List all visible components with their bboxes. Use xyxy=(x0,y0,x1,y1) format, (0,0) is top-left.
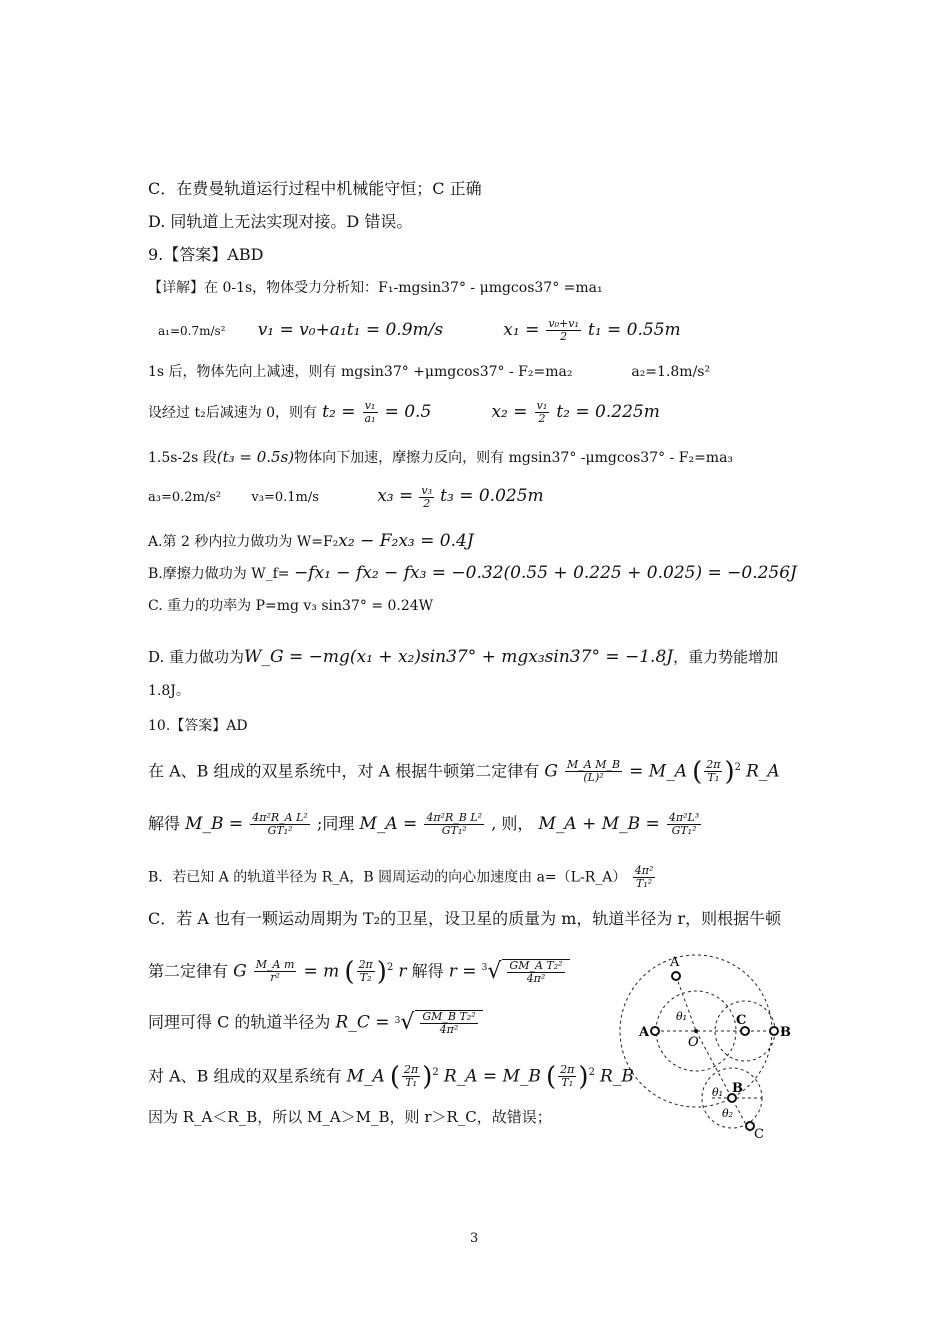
fraction xyxy=(633,865,656,890)
fraction xyxy=(402,1064,420,1089)
numerator: 2π xyxy=(560,1063,575,1077)
text-fragment: a₁=0.7m/s² xyxy=(158,324,226,338)
math-fragment: = 0.5 xyxy=(384,402,432,422)
text-fragment: 设经过 t₂后减速为 0，则有 xyxy=(148,405,318,421)
numerator: 2π xyxy=(706,758,721,772)
label-theta1: θ₁ xyxy=(676,1010,688,1023)
math-fragment: t₂ = xyxy=(322,402,356,422)
numerator: 4π² xyxy=(634,864,654,877)
math-fragment: v₁ = v₀+a₁t₁ = 0.9m/s xyxy=(257,320,444,340)
label-b-low: B xyxy=(732,1081,743,1096)
fraction xyxy=(558,1064,576,1089)
fraction xyxy=(565,759,622,784)
numerator: 2π xyxy=(358,958,373,972)
point-c-low xyxy=(746,1122,754,1130)
text-line: D. 同轨道上无法实现对接。D 错误。 xyxy=(148,212,413,231)
math-fragment: R_A = M_B xyxy=(443,1066,541,1087)
label-a-top: A xyxy=(670,955,680,970)
equation-line xyxy=(148,485,544,510)
denominator: 2 xyxy=(560,330,568,343)
equation-line xyxy=(148,812,703,837)
text-fragment: a₂=1.8m/s² xyxy=(631,364,711,380)
fraction xyxy=(357,959,375,984)
math-fragment: x₁ = xyxy=(503,320,540,340)
numerator: GM_A T₂² xyxy=(509,958,563,972)
text-fragment: ;同理 xyxy=(316,814,355,833)
text-line: C. 重力的功率为 P=mg v₃ sin37° = 0.24W xyxy=(148,598,434,614)
numerator: 4π²L³ xyxy=(668,811,700,824)
denominator: GT₁² xyxy=(671,824,697,837)
denominator: (L)² xyxy=(583,771,604,785)
text-line xyxy=(148,562,797,585)
equation-line xyxy=(158,318,681,343)
math-fragment: r = xyxy=(448,961,477,982)
text-fragment: A.第 2 秒内拉力做功为 W=F₂ xyxy=(148,534,339,550)
denominator: T₁ xyxy=(561,1076,574,1090)
numerator: M_A m xyxy=(255,958,295,972)
text-fragment: , 则， xyxy=(491,814,534,833)
text-line xyxy=(148,530,474,553)
math-fragment: t₁ = 0.55m xyxy=(587,320,681,340)
math-fragment: x₂ = xyxy=(491,402,528,422)
label-c-low: C xyxy=(754,1127,764,1140)
text-fragment: 1s 后，物体先向上减速，则有 mgsin37° +μmgcos37° - F₂=ma₂ xyxy=(148,364,573,380)
math-fragment: R_A xyxy=(746,761,780,782)
math-fragment: = m xyxy=(303,961,340,982)
label-theta2: θ₂ xyxy=(722,1107,734,1120)
denominator: 2 xyxy=(423,497,431,510)
fraction xyxy=(546,318,580,343)
denominator: GT₁² xyxy=(441,824,467,837)
math-fragment: M_A = xyxy=(359,814,418,834)
numerator: GM_B T₂² xyxy=(422,1010,476,1023)
point-c xyxy=(741,1027,749,1035)
math-fragment: G xyxy=(233,961,247,982)
denominator: 4π² xyxy=(526,971,546,985)
text-fragment: ，重力势能增加 xyxy=(673,648,779,666)
denominator: T₁ xyxy=(707,771,720,785)
point-a-top xyxy=(672,972,680,980)
text-fragment: 物体向下加速，摩擦力反向，则有 mgsin37° -μmgcos37° - F₂=ma₃ xyxy=(294,450,734,466)
label-theta-low: θ₁ xyxy=(712,1086,724,1099)
text-fragment: v₃=0.1m/s xyxy=(251,490,319,505)
math-fragment: x₂ − F₂x₃ = 0.4J xyxy=(338,531,474,551)
numerator: v₃ xyxy=(421,484,433,497)
numerator: v₁ xyxy=(536,399,548,412)
text-fragment: 解得 xyxy=(148,814,181,833)
fraction xyxy=(419,485,434,510)
text-line: 1.8J。 xyxy=(148,683,190,699)
equation-line: 对 A、B 组成的双星系统有 M_A ( $\frac{2\pi}{\text{T₁}}$ )$^2$ R_A = M_B ( $\frac{2\pi}{\text{T₁}}$ )$^2$ R_B xyxy=(148,1061,634,1092)
math-fragment: R_C = xyxy=(335,1012,390,1033)
fraction xyxy=(254,959,297,984)
math-fragment: t₃ = 0.025m xyxy=(440,486,544,506)
text-fragment: 1.5s-2s 段 xyxy=(148,450,217,466)
denominator: T₂ xyxy=(359,971,372,985)
numerator: M_A M_B xyxy=(567,758,621,772)
fraction xyxy=(507,960,564,985)
fraction xyxy=(535,400,550,425)
math-fragment: G xyxy=(544,761,558,782)
text-fragment: B．若已知 A 的轨道半径为 R_A，B 圆周运动的向心加速度由 a=（L-R_A） xyxy=(148,869,627,886)
label-b: B xyxy=(780,1025,791,1040)
denominator: GT₁² xyxy=(267,824,293,837)
label-o: O xyxy=(688,1035,699,1050)
text-fragment: 解得 xyxy=(411,961,444,981)
answer-heading: 10.【答案】AD xyxy=(148,718,248,734)
text-line xyxy=(148,865,657,890)
equation-line: 在 A、B 组成的双星系统中，对 A 根据牛顿第二定律有 G $\frac{\text{M\_A M\_B}}{\text{(L)²}}$ = M_A ( $\frac{2\pi}{\text{T₁}}$ )$^2$ R_A xyxy=(148,756,780,787)
equation-line xyxy=(148,400,660,425)
point-b xyxy=(770,1027,778,1035)
denominator: r² xyxy=(270,971,280,985)
label-c: C xyxy=(736,1013,747,1028)
math-fragment: = M_A xyxy=(629,761,687,782)
text-line: 因为 R_A＜R_B，所以 M_A＞M_B，则 r＞R_C，故错误； xyxy=(148,1108,552,1126)
text-line xyxy=(148,446,733,469)
math-fragment: M_A + M_B = xyxy=(538,814,660,834)
math-fragment: W_G = −mg(x₁ + x₂)sin37° + mgx₃sin37° = −1.8J xyxy=(244,647,674,667)
math-fragment: t₂ = 0.225m xyxy=(556,402,660,422)
text-fragment: 同理可得 C 的轨道半径为 xyxy=(148,1012,331,1032)
orbit-diagram xyxy=(612,940,812,1140)
text-fragment: 对 A、B 组成的双星系统有 xyxy=(148,1066,342,1086)
fraction xyxy=(667,812,701,837)
math-fragment: M_A xyxy=(346,1066,385,1087)
numerator: 4π²R_B L² xyxy=(426,811,483,824)
text-fragment: 第二定律有 xyxy=(148,961,229,981)
text-line: 【详解】在 0-1s，物体受力分析知：F₁-mgsin37° - μmgcos37° =ma₁ xyxy=(148,280,603,296)
text-fragment: 在 A、B 组成的双星系统中，对 A 根据牛顿第二定律有 xyxy=(148,761,540,781)
fraction xyxy=(250,812,310,837)
math-fragment: −fx₁ − fx₂ − fx₃ = −0.32(0.55 + 0.225 + 0.025) = −0.256J xyxy=(293,563,797,583)
point-o xyxy=(694,1029,698,1033)
numerator: 4π²R_A L² xyxy=(252,811,308,824)
denominator: a₁ xyxy=(364,412,376,425)
text-line: C．在费曼轨道运行过程中机械能守恒；C 正确 xyxy=(148,179,482,198)
math-fragment: (t₃ = 0.5s) xyxy=(216,448,295,466)
fraction xyxy=(424,812,484,837)
math-fragment: R_B xyxy=(600,1066,634,1087)
numerator: 2π xyxy=(404,1063,419,1077)
fraction xyxy=(363,400,378,425)
page-number: 3 xyxy=(470,1231,479,1246)
text-line: C．若 A 也有一颗运动周期为 T₂的卫星，设卫星的质量为 m，轨道半径为 r，则根据牛顿 xyxy=(148,909,782,928)
numerator: v₀+v₁ xyxy=(548,317,579,330)
text-fragment: B.摩擦力做功为 W_f= xyxy=(148,566,290,582)
text-line xyxy=(148,361,710,383)
denominator: T₁ xyxy=(405,1076,418,1090)
text-fragment: a₃=0.2m/s² xyxy=(148,490,222,505)
denominator: 2 xyxy=(538,412,546,425)
equation-line: 同理可得 C 的轨道半径为 R_C = $^3$√ $\frac{\text{GM\_B T₂²}}{\text{4π²}}$ xyxy=(148,1010,483,1036)
text-line xyxy=(148,646,778,668)
label-a-left: A xyxy=(639,1025,650,1040)
fraction xyxy=(420,1011,477,1036)
fraction xyxy=(704,759,722,784)
denominator: T₁² xyxy=(636,877,653,890)
point-a-left xyxy=(651,1027,659,1035)
text-fragment: D. 重力做功为 xyxy=(148,648,245,666)
numerator: v₁ xyxy=(363,400,378,413)
math-fragment: M_B = xyxy=(185,814,244,834)
answer-heading: 9.【答案】ABD xyxy=(148,245,264,264)
math-fragment: r xyxy=(398,961,407,982)
denominator: 4π² xyxy=(439,1023,459,1036)
math-fragment: x₃ = xyxy=(377,486,414,506)
equation-line: 第二定律有 G $\frac{\text{M\_A m}}{\text{r²}}$ = m ( $\frac{2\pi}{\text{T₂}}$ )$^2$ r 解得 r = $^3$√ $\frac{\text{GM\_A T₂²}}{\text{4π²}}$ xyxy=(148,957,570,985)
